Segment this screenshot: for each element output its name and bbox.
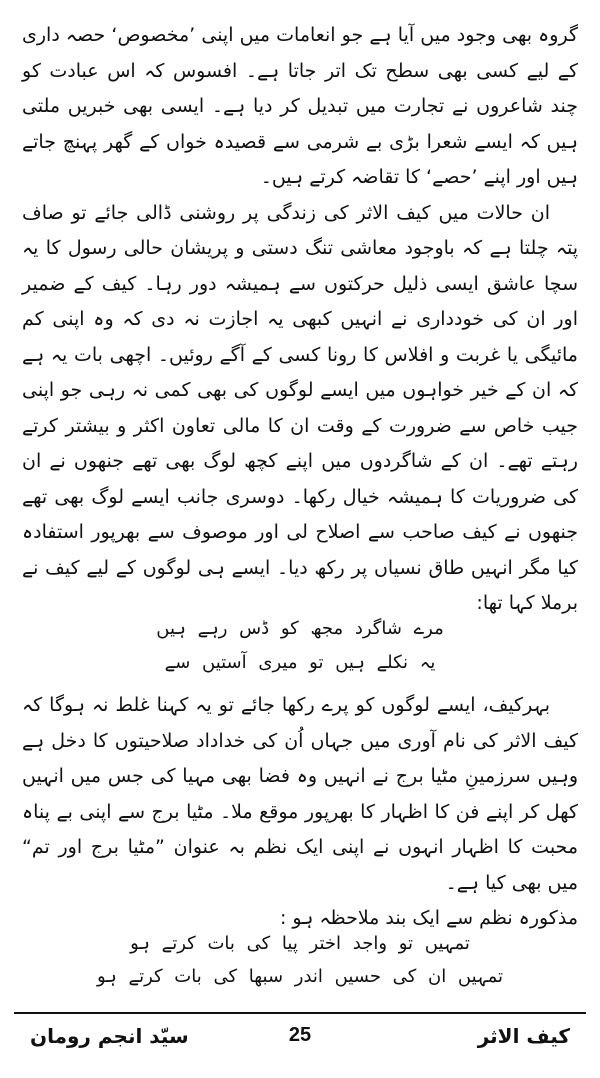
footer-page-number: 25 xyxy=(288,1024,312,1046)
couplet-2-line-2: تمہیں ان کی حسیں اندر سبھا کی بات کرتے ہو xyxy=(96,966,504,987)
lower-text-block xyxy=(22,688,578,937)
footer-book-title: کیف الاثر xyxy=(477,1024,570,1048)
couplet-2-line-1: تمہیں تو واجد اختر پیا کی بات کرتے ہو xyxy=(130,933,470,954)
footer-divider xyxy=(14,1012,586,1014)
paragraph-4: مذکورہ نظم سے ایک بند ملاحظہ ہو : xyxy=(279,907,578,929)
couplet-1-line-2: یہ نکلے ہیں تو میری آستیں سے xyxy=(164,652,436,673)
paragraph-1: گروہ بھی وجود میں آیا ہے جو انعامات میں اپنی ’مخصوص‘ حصہ داری کے لیے کسی بھی سطح تک اتر جاتا ہے۔ افسوس کہ اس عبادت کو چند شاعروں نے تجارت میں تبدیل کر دیا ہے۔ ایسی بھی خبریں ملتی ہیں کہ ایسے شعرا بڑی بے شرمی سے قصیدہ خواں کے گھر پہنچ جاتے ہیں اور اپنے ’حصے‘ کا تقاضہ کرتے ہیں۔ xyxy=(22,24,578,188)
couplet-1-line-1: مرے شاگرد مجھ کو ڈس رہے ہیں xyxy=(156,618,444,639)
page-footer xyxy=(0,1024,600,1060)
paragraph-3: بہرکیف، ایسے لوگوں کو پرے رکھا جائے تو یہ کہنا غلط نہ ہوگا کہ کیف الاثر کی نام آوری میں جہاں اُن کی خداداد صلاحیتوں کا دخل ہے وہیں سرزمینِ مٹیا برج نے انہیں وہ فضا بھی مہیا کی جس میں انہیں کھل کر اپنے فن کا اظہار کا بھرپور موقع ملا۔ مٹیا برج سے اپنی بے پناہ محبت کا اظہار انہوں نے اپنی ایک نظم بہ عنوان ”مٹیا برج اور تم“ میں بھی کیا ہے۔ xyxy=(22,694,578,894)
paragraph-2: ان حالات میں کیف الاثر کی زندگی پر روشنی ڈالی جائے تو صاف پتہ چلتا ہے کہ باوجود معاشی تنگ دستی و پریشان حالی رسول کا یہ سچا عاشق ایسی ذلیل حرکتوں سے ہمیشہ دور رہا۔ کیف کے ضمیر اور ان کی خودداری نے انہیں کبھی یہ اجازت نہ دی کہ وہ اپنی کم مائیگی یا غربت و افلاس کا رونا کسی کے آگے روئیں۔ اچھی بات یہ ہے کہ ان کے خیر خواہوں میں ایسے لوگوں کی بھی کمی نہ رہی جو اپنی جیب خاص سے ضرورت کے وقت ان کا مالی تعاون اکثر و بیشتر کرتے رہتے تھے۔ ان کے شاگردوں میں اپنے کچھ لوگ بھی تھے جنھوں نے ان کی ضروریات کا ہمیشہ خیال رکھا۔ دوسری جانب ایسے لوگ بھی تھے جنھوں نے کیف صاحب سے اصلاح لی اور موصوف سے بھرپور استفادہ کیا مگر انہیں طاق نسیاں پر رکھ دیا۔ ایسے ہی لوگوں کے لیے کیف نے برملا کہا تھا: xyxy=(22,201,578,614)
upper-text-block xyxy=(22,18,578,622)
footer-author: سیّد انجم رومان xyxy=(30,1024,189,1048)
